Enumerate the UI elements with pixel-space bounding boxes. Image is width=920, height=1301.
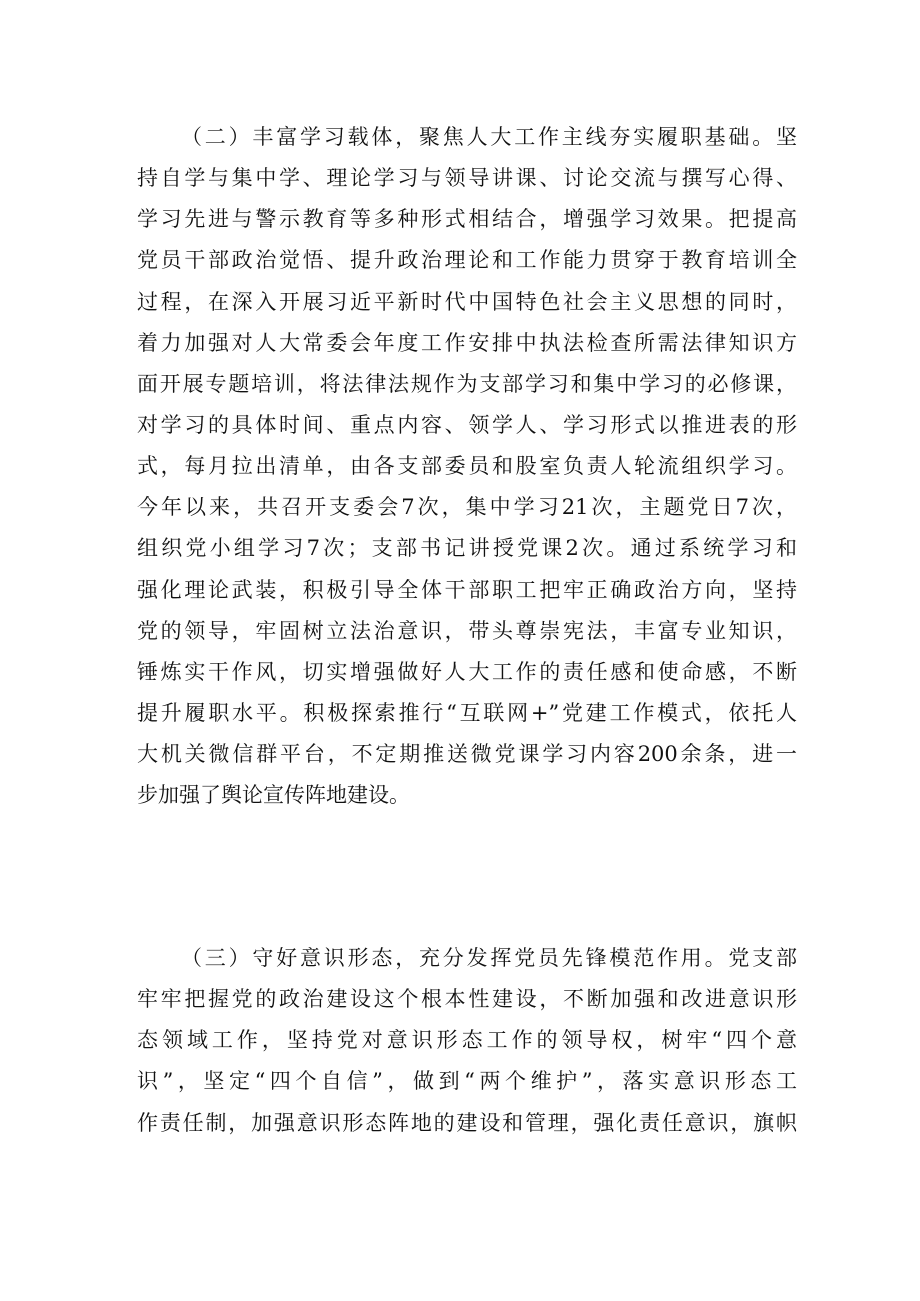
text-line: 牢牢把握党的政治建设这个根本性建设，不断加强和改进意识形 bbox=[137, 987, 797, 1012]
text-line: 学习先进与警示教育等多种形式相结合，增强学习效果。把提高 bbox=[137, 207, 797, 232]
text-line: 持自学与集中学、理论学习与领导讲课、讨论交流与撰写心得、 bbox=[137, 166, 797, 191]
text-line: 过程，在深入开展习近平新时代中国特色社会主义思想的同时， bbox=[137, 289, 797, 314]
text-line: 识”，坚定“四个自信”，做到“两个维护”，落实意识形态工 bbox=[137, 1069, 797, 1094]
text-line: 式，每月拉出清单，由各支部委员和股室负责人轮流组织学习。 bbox=[137, 454, 797, 479]
text-line: 组织党小组学习7次；支部书记讲授党课2次。通过系统学习和 bbox=[137, 536, 797, 561]
text-line: 大机关微信群平台，不定期推送微党课学习内容200余条，进一 bbox=[137, 742, 797, 767]
text-line: 作责任制，加强意识形态阵地的建设和管理，强化责任意识，旗帜 bbox=[137, 1110, 797, 1135]
text-line: 强化理论武装，积极引导全体干部职工把牢正确政治方向，坚持 bbox=[137, 577, 797, 602]
text-line: 今年以来，共召开支委会7次，集中学习21次，主题党日7次， bbox=[137, 495, 797, 520]
text-line: 提升履职水平。积极探索推行“互联网+”党建工作模式，依托人 bbox=[137, 700, 797, 725]
text-line: （二）丰富学习载体，聚焦人大工作主线夯实履职基础。坚 bbox=[181, 125, 797, 149]
text-line: 面开展专题培训，将法律法规作为支部学习和集中学习的必修课， bbox=[137, 371, 797, 396]
text-line: 党员干部政治觉悟、提升政治理论和工作能力贯穿于教育培训全 bbox=[137, 248, 797, 273]
text-line: 锤炼实干作风，切实增强做好人大工作的责任感和使命感，不断 bbox=[137, 659, 797, 684]
text-line: 步加强了舆论宣传阵地建设。 bbox=[137, 783, 410, 808]
text-line: 着力加强对人大常委会年度工作安排中执法检查所需法律知识方 bbox=[137, 330, 797, 355]
paragraph-learning-carriers bbox=[137, 117, 797, 816]
text-line: （三）守好意识形态，充分发挥党员先锋模范作用。党支部 bbox=[181, 946, 797, 970]
paragraph-ideology bbox=[137, 938, 797, 1144]
text-line: 对学习的具体时间、重点内容、领学人、学习形式以推进表的形 bbox=[137, 412, 797, 437]
text-line: 态领域工作，坚持党对意识形态工作的领导权，树牢“四个意 bbox=[137, 1028, 797, 1053]
text-line: 党的领导，牢固树立法治意识，带头尊崇宪法，丰富专业知识， bbox=[137, 618, 797, 643]
